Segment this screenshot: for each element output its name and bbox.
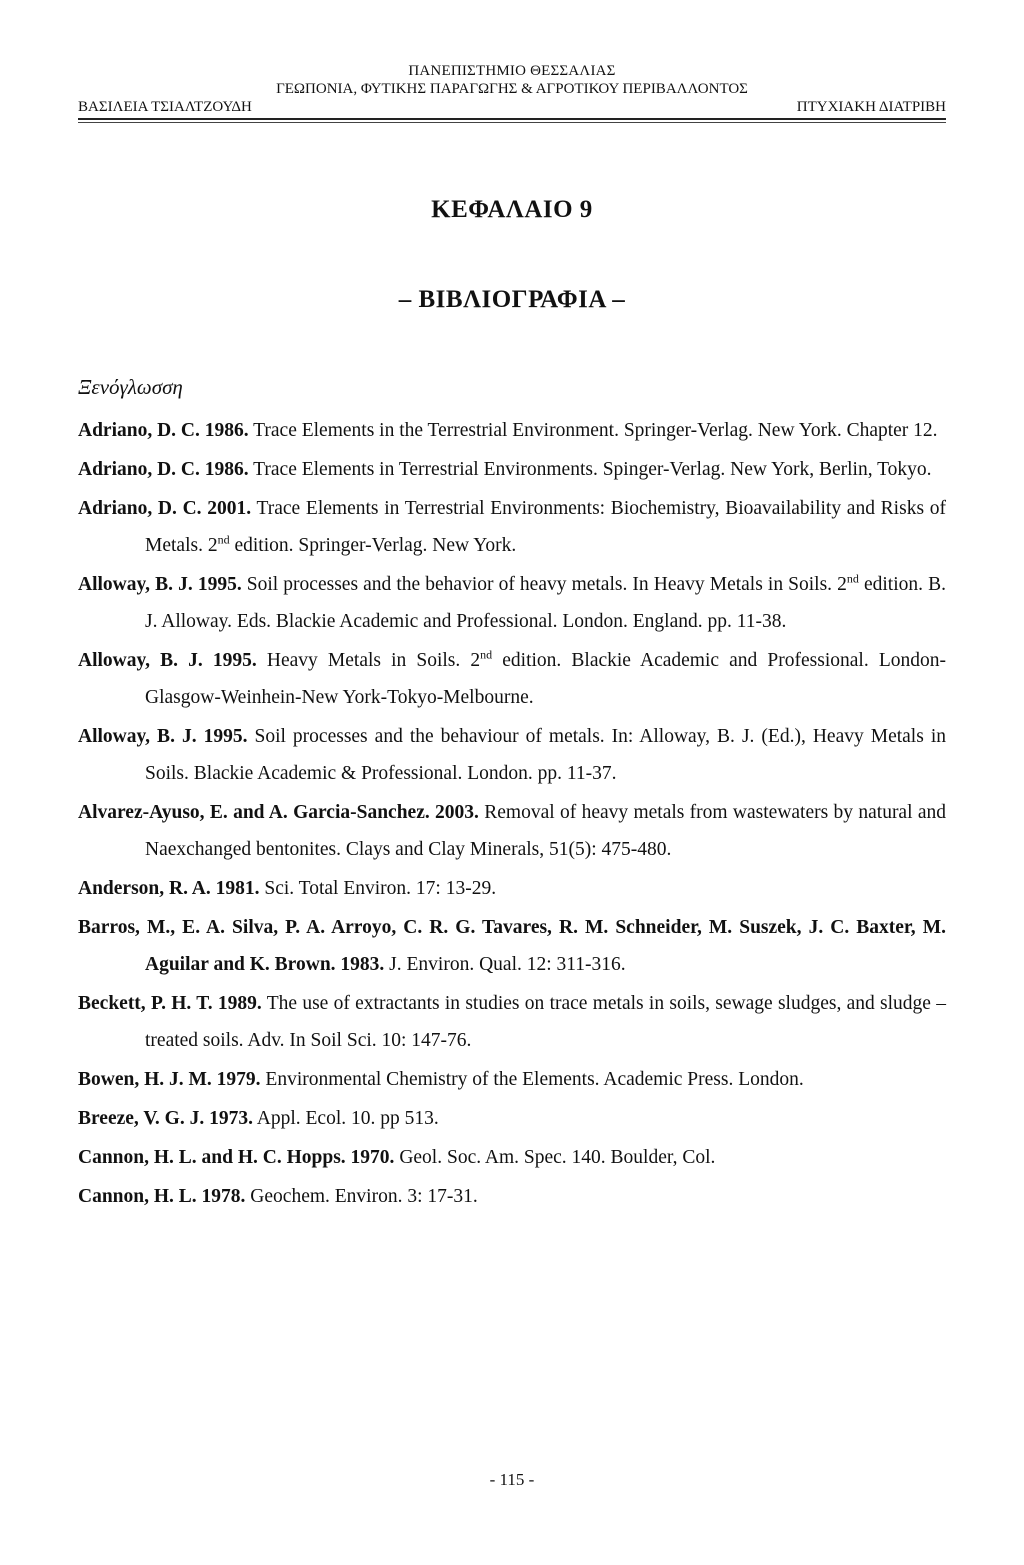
section-title: Ξενόγλωσση xyxy=(78,375,183,399)
reference-authors: Breeze, V. G. J. 1973. xyxy=(78,1108,253,1129)
reference-item xyxy=(78,1178,946,1215)
university-name: ΠΑΝΕΠΙΣΤΗΜΙΟ ΘΕΣΣΑΛΙΑΣ xyxy=(408,63,616,79)
chapter-title: ΚΕΦΑΛΑΙΟ 9 xyxy=(431,196,593,223)
reference-text: Removal of heavy metals from wastewaters by natural and Naexchanged bentonites. Clays and Clay Minerals, 51(5): 475-480. xyxy=(145,802,946,860)
reference-text: Trace Elements in the Terrestrial Environment. Springer-Verlag. New York. Chapter 12. xyxy=(248,420,938,441)
reference-authors: Adriano, D. C. 1986. xyxy=(78,420,249,441)
reference-text: The use of extractants in studies on trace metals in soils, sewage sludges, and sludge – treated soils. Adv. In Soil Sci. 10: 147-76. xyxy=(145,993,946,1051)
reference-item xyxy=(78,1100,946,1137)
page-number: - 115 - xyxy=(489,1470,535,1489)
reference-item xyxy=(78,1139,946,1176)
reference-authors: Alvarez-Ayuso, E. and A. Garcia-Sanchez. 2003. xyxy=(78,802,479,823)
reference-authors: Cannon, H. L. 1978. xyxy=(78,1186,246,1207)
reference-item xyxy=(78,566,946,640)
reference-superscript: nd xyxy=(480,647,493,662)
reference-item xyxy=(78,490,946,564)
reference-list xyxy=(78,412,946,1217)
reference-item xyxy=(78,870,946,907)
reference-item xyxy=(78,451,946,488)
reference-text: Soil processes and the behavior of heavy metals. In Heavy Metals in Soils. 2 xyxy=(241,574,847,595)
header-rule-thin xyxy=(78,122,946,123)
reference-authors: Beckett, P. H. T. 1989. xyxy=(78,993,262,1014)
reference-superscript: nd xyxy=(846,571,859,586)
reference-text: Appl. Ecol. 10. pp 513. xyxy=(252,1108,439,1129)
reference-authors: Anderson, R. A. 1981. xyxy=(78,878,260,899)
reference-item xyxy=(78,718,946,792)
reference-text-cont: edition. Blackie Academic and Professional. London-Glasgow-Weinhein-New York-Tokyo-Melbourne. xyxy=(145,650,946,708)
reference-text: Trace Elements in Terrestrial Environments: Biochemistry, Bioavailability and Risks of Metals. 2 xyxy=(145,498,946,556)
reference-text: J. Environ. Qual. 12: 311-316. xyxy=(384,954,626,975)
reference-authors: Adriano, D. C. 1986. xyxy=(78,459,249,480)
reference-text: Heavy Metals in Soils. 2 xyxy=(256,650,481,671)
reference-authors: Alloway, B. J. 1995. xyxy=(78,650,257,671)
reference-authors: Alloway, B. J. 1995. xyxy=(78,726,248,747)
reference-item xyxy=(78,985,946,1059)
reference-item xyxy=(78,642,946,716)
chapter-subtitle: – ΒΙΒΛΙΟΓΡΑΦΙΑ – xyxy=(398,286,626,313)
reference-item xyxy=(78,412,946,449)
header-rule xyxy=(78,118,946,120)
reference-superscript: nd xyxy=(217,532,230,547)
department-name: ΓΕΩΠΟΝΙΑ, ΦΥΤΙΚΗΣ ΠΑΡΑΓΩΓΗΣ & ΑΓΡΟΤΙΚΟΥ ΠΕΡΙΒΑΛΛΟΝΤΟΣ xyxy=(276,81,748,97)
reference-text-cont: edition. B. J. Alloway. Eds. Blackie Academic and Professional. London. England. pp. 11-38. xyxy=(145,574,946,632)
reference-text: Geol. Soc. Am. Spec. 140. Boulder, Col. xyxy=(394,1147,716,1168)
reference-authors: Bowen, H. J. M. 1979. xyxy=(78,1069,261,1090)
reference-item xyxy=(78,1061,946,1098)
header-doc-type: ΠΤΥΧΙΑΚΗ ΔΙΑΤΡΙΒΗ xyxy=(793,98,946,116)
reference-text: Geochem. Environ. 3: 17-31. xyxy=(245,1186,478,1207)
reference-text: Environmental Chemistry of the Elements. Academic Press. London. xyxy=(260,1069,804,1090)
reference-item xyxy=(78,794,946,868)
reference-text: Trace Elements in Terrestrial Environments. Spinger-Verlag. New York, Berlin, Tokyo. xyxy=(248,459,932,480)
header-author: ΒΑΣΙΛΕΙΑ ΤΣΙΑΛΤΖΟΥΔΗ xyxy=(78,98,256,116)
reference-authors: Alloway, B. J. 1995. xyxy=(78,574,242,595)
reference-text-cont: edition. Springer-Verlag. New York. xyxy=(229,535,517,556)
reference-text: Sci. Total Environ. 17: 13-29. xyxy=(259,878,497,899)
reference-text: Soil processes and the behaviour of metals. In: Alloway, B. J. (Ed.), Heavy Metals in Soils. Blackie Academic & Professional. London. pp. 11-37. xyxy=(145,726,946,784)
page-header xyxy=(78,62,946,115)
reference-item xyxy=(78,909,946,983)
reference-authors: Barros, M., E. A. Silva, P. A. Arroyo, C. R. G. Tavares, R. M. Schneider, M. Suszek, J. C. Baxter, M. Aguilar and K. Brown. 1983. xyxy=(78,917,946,975)
reference-authors: Adriano, D. C. 2001. xyxy=(78,498,252,519)
reference-authors: Cannon, H. L. and H. C. Hopps. 1970. xyxy=(78,1147,395,1168)
